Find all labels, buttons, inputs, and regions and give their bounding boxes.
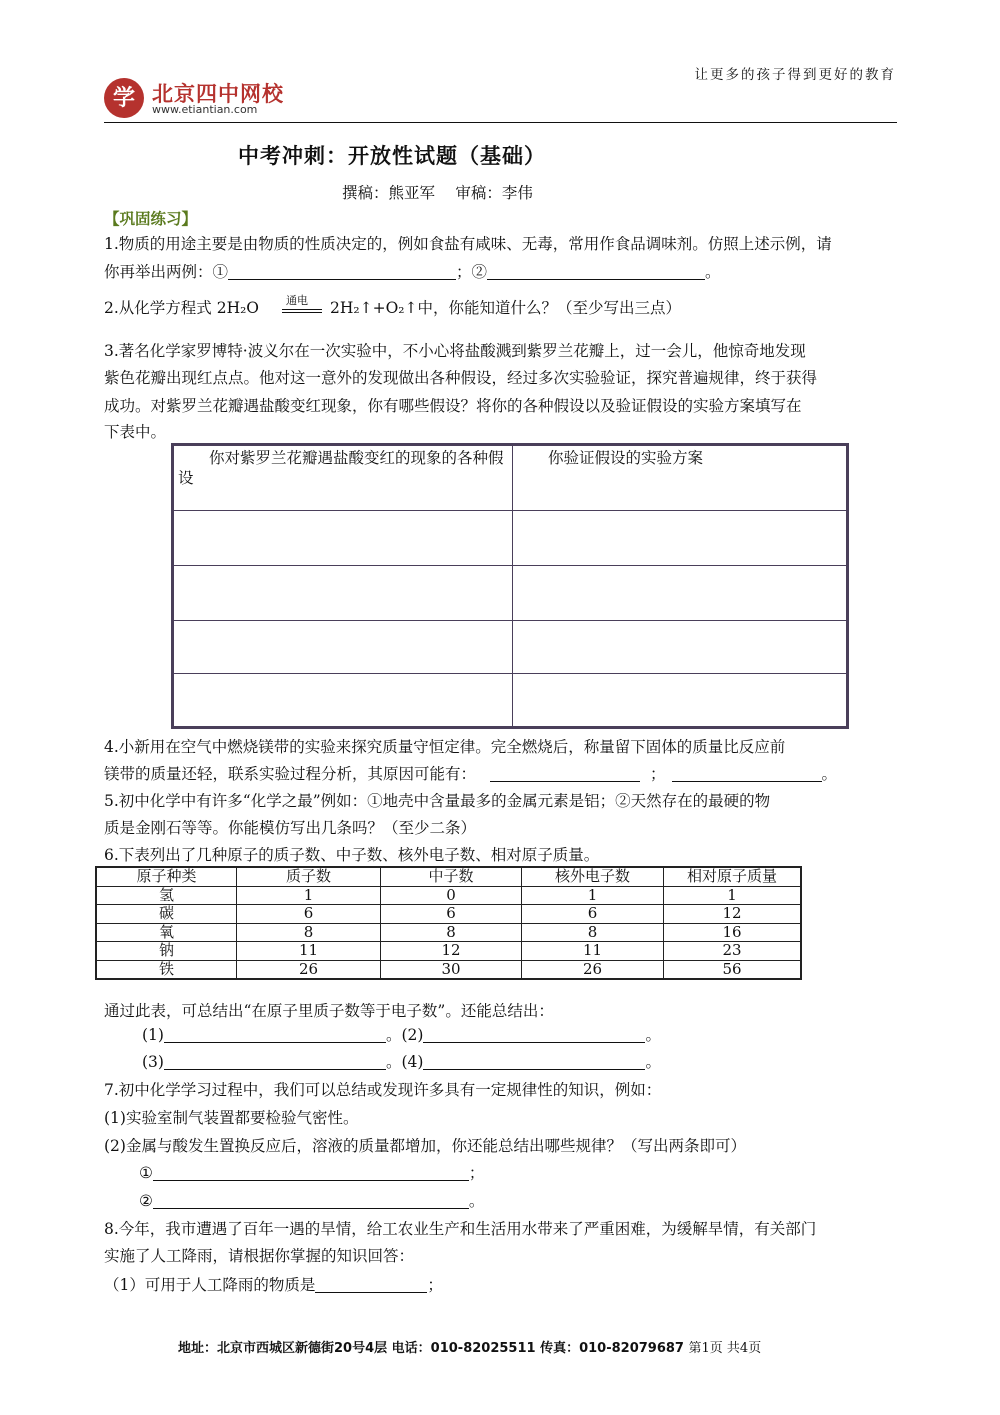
q8-line-1: 8.今年，我市遭遇了百年一遇的旱情，给工农业生产和生活用水带来了严重困难，为缓解旱情，有关部门 [104,1220,817,1238]
table-row [96,942,801,961]
q6-end-3: 。 [385,1053,402,1071]
hyp-cell[interactable] [173,566,513,621]
atom-cell: 26 [522,960,664,979]
q7-answer-2 [139,1191,484,1211]
q6-end-4: 。 [645,1053,661,1071]
q6-end-2: 。 [645,1026,661,1044]
atom-cell: 0 [381,886,522,905]
page-title: 中考冲刺：开放性试题（基础） [238,143,546,168]
logo-url: www.etiantian.com [152,103,258,116]
q6-answer-row-2 [142,1052,661,1072]
logo-icon: 学 [104,78,144,118]
header-slogan: 让更多的孩子得到更好的教育 [694,67,896,83]
atom-cell: 1 [664,886,802,905]
atom-col-header: 原子种类 [96,867,237,886]
section-heading: 【巩固练习】 [104,209,198,228]
hypothesis-table [171,443,849,729]
q1-label-a: 你再举出两例：① [104,263,229,281]
q7-marker-1: ① [139,1164,153,1182]
atom-cell: 12 [381,942,522,961]
q3-line-4: 下表中。 [104,423,167,441]
table-row [96,886,801,905]
q2-arrow-line [282,309,322,310]
q6-blank-4[interactable] [423,1053,645,1070]
q4-text: 4.小新用在空气中燃烧镁带的实验来探究质量守恒定律。完全燃烧后，称量留下固体的质量比反应前 [104,738,786,756]
q2-arrow-line-2 [282,312,322,313]
q7-blank-1[interactable] [153,1164,469,1181]
table-row [96,923,801,942]
atom-cell: 6 [522,905,664,924]
q6-label-3: (3) [142,1053,164,1071]
q6-end-1: 。 [385,1026,402,1044]
atom-cell: 6 [381,905,522,924]
atom-table [95,866,802,980]
q5-line-1: 5.初中化学中有许多“化学之最”例如：①地壳中含量最多的金属元素是铝；②天然存在的最硬的物 [104,792,771,810]
atom-cell: 氧 [96,923,237,942]
hyp-cell[interactable] [173,674,513,728]
hyp-cell[interactable] [513,566,848,621]
q3-line-3: 成功。对紫罗兰花瓣遇盐酸变红现象，你有哪些假设？将你的各种假设以及验证假设的实验方案填写在 [104,397,802,415]
q7-answer-1 [139,1163,484,1183]
atom-cell: 11 [522,942,664,961]
q5-line-2: 质是金刚石等等。你能模仿写出几条吗？（至少二条） [104,819,477,837]
q6-blank-2[interactable] [423,1026,645,1043]
q1-blank-2[interactable] [487,263,705,280]
q6-label-1: (1) [142,1026,164,1044]
atom-cell: 钠 [96,942,237,961]
atom-cell: 56 [664,960,802,979]
atom-cell: 30 [381,960,522,979]
footer [178,1337,761,1356]
hyp-header-2: 你验证假设的实验方案 [513,445,848,511]
q4-label-c: 。 [821,765,838,783]
q8-end: ； [427,1276,443,1294]
q7-end-2: 。 [468,1192,485,1210]
q2-condition: 通电 [286,294,308,307]
q2-prefix: 2.从化学方程式 2H₂O [104,299,260,317]
hyp-cell[interactable] [513,621,848,674]
q7-end-1: ； [468,1164,485,1182]
q4-label-b: ； [650,765,666,783]
q1-label-c: 。 [705,263,721,281]
atom-cell: 6 [237,905,381,924]
q6-conclusion: 通过此表，可总结出“在原子里质子数等于电子数”。还能总结出： [104,1002,554,1020]
atom-col-header: 中子数 [381,867,522,886]
atom-cell: 8 [381,923,522,942]
atom-cell: 12 [664,905,802,924]
q7-marker-2: ② [139,1192,153,1210]
q6-answer-row-1 [142,1025,661,1045]
q8-answer [104,1275,443,1295]
hyp-cell[interactable] [513,511,848,566]
table-row [96,960,801,979]
atom-cell: 铁 [96,960,237,979]
hyp-cell[interactable] [173,511,513,566]
atom-cell: 23 [664,942,802,961]
q4-blank-1[interactable] [490,765,640,782]
atom-col-header: 核外电子数 [522,867,664,886]
atom-cell: 16 [664,923,802,942]
header-divider [104,122,897,123]
q6-blank-1[interactable] [164,1026,386,1043]
hyp-cell[interactable] [173,621,513,674]
atom-cell: 1 [522,886,664,905]
atom-col-header: 相对原子质量 [664,867,802,886]
q8-line-2: 实施了人工降雨，请根据你掌握的知识回答： [104,1247,415,1265]
q6-label-2: (2) [401,1026,424,1044]
page-number: 第1页 共4页 [688,1341,762,1356]
atom-cell: 26 [237,960,381,979]
hyp-cell[interactable] [513,674,848,728]
q1-answer-line [104,262,721,282]
q6-blank-3[interactable] [164,1053,386,1070]
q6-intro: 6.下表列出了几种原子的质子数、中子数、核外电子数、相对原子质量。 [104,846,600,864]
author-line: 撰稿：熊亚军 审稿：李伟 [342,184,533,202]
q7-line-2: (1)实验室制气装置都要检验气密性。 [104,1109,359,1127]
footer-address: 地址：北京市西城区新德街20号4层 电话：010-82025511 传真：010-82079687 [178,1341,684,1356]
q8-label: （1）可用于人工降雨的物质是 [104,1276,316,1294]
q2-suffix: 2H₂↑+O₂↑中，你能知道什么？（至少写出三点） [330,299,681,317]
atom-col-header: 质子数 [237,867,381,886]
q3-line-1: 3.著名化学家罗博特·波义尔在一次实验中，不小心将盐酸溅到紫罗兰花瓣上，过一会儿，他惊奇地发现 [104,342,806,360]
q1-text: 1.物质的用途主要是由物质的性质决定的，例如食盐有咸味、无毒，常用作食品调味剂。仿照上述示例，请 [104,235,832,253]
atom-cell: 8 [237,923,381,942]
atom-cell: 1 [237,886,381,905]
atom-cell: 11 [237,942,381,961]
atom-cell: 8 [522,923,664,942]
q8-blank[interactable] [315,1276,427,1293]
q4-answer-line [104,764,837,784]
q7-blank-2[interactable] [153,1192,469,1209]
q1-blank-1[interactable] [228,263,456,280]
q7-line-3: (2)金属与酸发生置换反应后，溶液的质量都增加，你还能总结出哪些规律？（写出两条即可） [104,1137,746,1155]
hyp-header-1: 你对紫罗兰花瓣遇盐酸变红的现象的各种假设 [173,445,513,511]
atom-cell: 氢 [96,886,237,905]
logo-name: 北京四中网校 [152,81,284,106]
q7-line-1: 7.初中化学学习过程中，我们可以总结或发现许多具有一定规律性的知识，例如： [104,1081,662,1099]
q4-blank-2[interactable] [672,765,822,782]
q6-label-4: (4) [401,1053,424,1071]
atom-cell: 碳 [96,905,237,924]
q4-label-a: 镁带的质量还轻，联系实验过程分析，其原因可能有： [104,765,477,783]
table-row [96,905,801,924]
q3-line-2: 紫色花瓣出现红点点。他对这一意外的发现做出各种假设，经过多次实验验证，探究普遍规律，终于获得 [104,369,818,387]
q1-label-b: ；② [456,263,488,281]
